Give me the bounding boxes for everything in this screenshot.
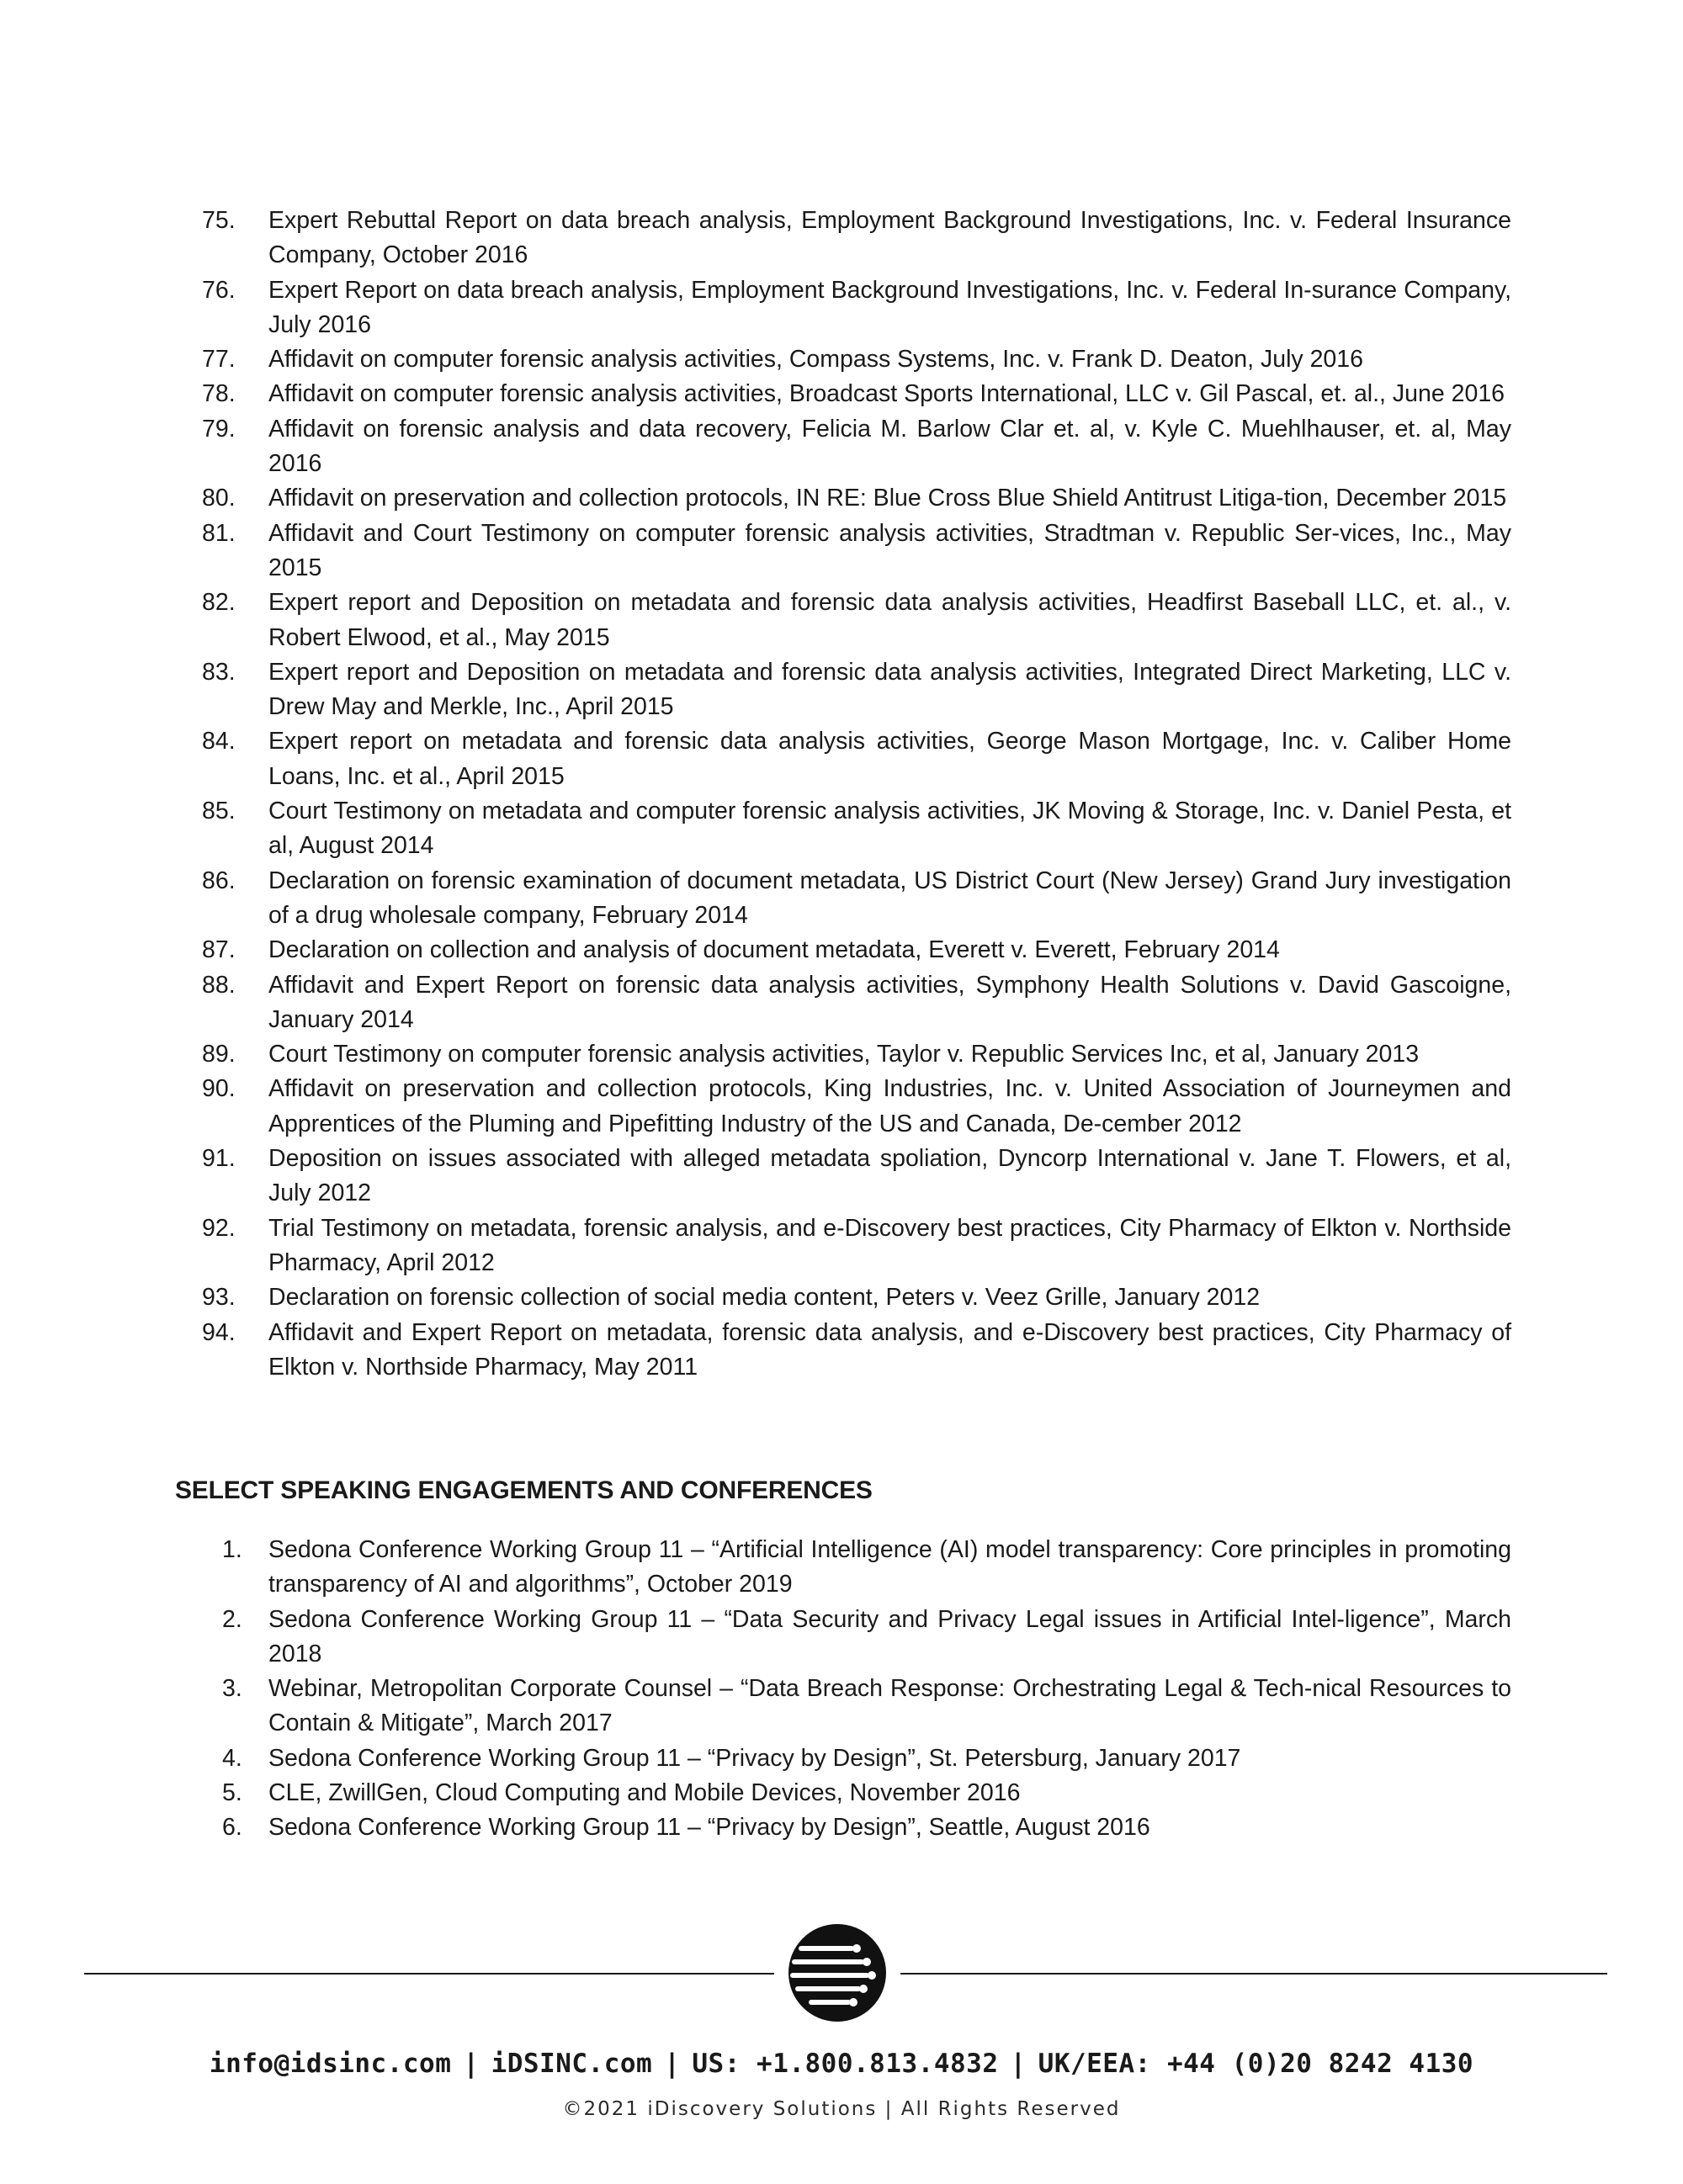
speaking-engagements-list [202,1533,1511,1846]
item-text: Affidavit on preservation and collection protocols, King Industries, Inc. v. United Association of Journeymen and Apprentices of the Pluming and Pipefitting Industry of the US and Canada, De-cember 2012 [268,1075,1511,1137]
item-number: 78. [202,380,236,408]
item-text: Declaration on forensic collection of social media content, Peters v. Veez Grille, January 2012 [268,1284,1261,1312]
item-number: 77. [202,346,236,374]
item-text: Deposition on issues associated with alleged metadata spoliation, Dyncorp International v. Jane T. Flowers, et al, July 2012 [268,1145,1511,1207]
item-text: Sedona Conference Working Group 11 – “Privacy by Design”, Seattle, August 2016 [268,1814,1150,1842]
item-text: Affidavit on preservation and collection protocols, IN RE: Blue Cross Blue Shield Antitrust Litiga-tion, December 2015 [268,485,1507,512]
item-text: Expert report on metadata and forensic data analysis activities, George Mason Mortgage, Inc. v. Caliber Home Loans, Inc. et al., April 2015 [268,728,1511,790]
list-item [202,1316,1511,1386]
item-text: Sedona Conference Working Group 11 – “Data Security and Privacy Legal issues in Artificial Intel-ligence”, March 2018 [268,1605,1511,1667]
footer-divider-left [84,1973,774,1975]
item-text: Declaration on collection and analysis of document metadata, Everett v. Everett, February 2014 [268,936,1280,964]
testimony-experience-list [202,204,1511,1385]
footer-email-link[interactable]: info@idsinc.com [209,2049,452,2079]
item-number: 75. [202,207,236,234]
item-number: 92. [202,1214,236,1242]
item-text: CLE, ZwillGen, Cloud Computing and Mobile Devices, November 2016 [268,1779,1021,1807]
item-text: Trial Testimony on metadata, forensic analysis, and e-Discovery best practices, City Pharmacy of Elkton v. Northside Pharmacy, April 2012 [268,1214,1511,1276]
list-item [202,794,1511,864]
list-item [202,1533,1511,1603]
item-number: 1. [222,1536,242,1563]
list-item [202,968,1511,1038]
item-text: Court Testimony on computer forensic analysis activities, Taylor v. Republic Services Inc, et al, January 2013 [268,1041,1420,1068]
item-number: 90. [202,1075,236,1103]
list-item [202,1776,1511,1810]
list-item [202,1142,1511,1211]
list-item [202,204,1511,273]
list-item [202,1280,1511,1315]
item-text: Affidavit on computer forensic analysis activities, Broadcast Sports International, LLC v. Gil Pascal, et. al., June 2016 [268,380,1505,408]
footer-website-link[interactable]: iDSINC.com [491,2049,653,2079]
item-number: 89. [202,1041,236,1068]
item-number: 83. [202,658,236,686]
item-number: 4. [222,1744,242,1772]
item-number: 85. [202,798,236,825]
list-item [202,1603,1511,1672]
item-number: 80. [202,485,236,512]
item-text: Affidavit and Expert Report on metadata, forensic data analysis, and e-Discovery best practices, City Pharmacy of Elkton v. Northside Pharmacy, May 2011 [268,1318,1511,1381]
list-item [202,273,1511,343]
item-number: 81. [202,519,236,547]
item-number: 86. [202,867,236,894]
item-text: Affidavit on forensic analysis and data recovery, Felicia M. Barlow Clar et. al, v. Kyle C. Muehlhauser, et. al, May 2016 [268,415,1511,478]
footer-separator: | [664,2049,681,2079]
item-number: 76. [202,276,236,304]
footer-separator: | [463,2049,480,2079]
footer-copyright: ©2021 iDiscovery Solutions | All Rights Reserved [562,2098,1121,2120]
list-item [202,655,1511,725]
item-text: Sedona Conference Working Group 11 – “Artificial Intelligence (AI) model transparency: Core principles in promoting transparency of AI and algorithms”, October 2019 [268,1536,1511,1598]
item-text: Affidavit and Court Testimony on computer forensic analysis activities, Stradtman v. Republic Ser-vices, Inc., May 2015 [268,519,1511,581]
list-item [202,1072,1511,1142]
list-item [202,481,1511,516]
item-number: 79. [202,415,236,443]
list-item [202,1810,1511,1845]
item-number: 94. [202,1318,236,1346]
footer-separator: | [1010,2049,1027,2079]
item-text: Expert report and Deposition on metadata and forensic data analysis activities, Headfirst Baseball LLC, et. al., v. Robert Elwood, et al., May 2015 [268,589,1511,651]
item-number: 3. [222,1675,242,1703]
list-item [202,412,1511,482]
list-item [202,377,1511,411]
item-number: 2. [222,1605,242,1633]
footer-divider-right [900,1973,1607,1975]
item-number: 91. [202,1145,236,1173]
item-number: 87. [202,936,236,964]
item-number: 84. [202,728,236,755]
item-text: Expert Rebuttal Report on data breach analysis, Employment Background Investigations, Inc. v. Federal Insurance Company, October 2016 [268,207,1511,269]
item-number: 82. [202,589,236,617]
item-text: Affidavit on computer forensic analysis activities, Compass Systems, Inc. v. Frank D. Deaton, July 2016 [268,346,1363,374]
list-item [202,342,1511,377]
footer-us-phone: US: +1.800.813.4832 [692,2049,999,2079]
item-text: Declaration on forensic examination of document metadata, US District Court (New Jersey) Grand Jury investigation of a drug wholesale company, February 2014 [268,867,1511,929]
list-item [202,1037,1511,1072]
footer-contact-line [0,2047,1683,2081]
ids-circuit-logo-icon [783,1918,892,2028]
footer-uk-phone: UK/EEA: +44 (0)20 8242 4130 [1038,2049,1474,2079]
list-item [202,1741,1511,1776]
list-item [202,1672,1511,1741]
list-item [202,933,1511,967]
item-number: 6. [222,1814,242,1842]
list-item [202,517,1511,586]
item-text: Court Testimony on metadata and computer forensic analysis activities, JK Moving & Storage, Inc. v. Daniel Pesta, et al, August 2014 [268,798,1511,860]
list-item [202,586,1511,655]
item-text: Affidavit and Expert Report on forensic data analysis activities, Symphony Health Solutions v. David Gascoigne, January 2014 [268,971,1511,1033]
section-heading-speaking: SELECT SPEAKING ENGAGEMENTS AND CONFERENCES [175,1476,873,1504]
item-text: Sedona Conference Working Group 11 – “Privacy by Design”, St. Petersburg, January 2017 [268,1744,1241,1772]
item-text: Expert report and Deposition on metadata and forensic data analysis activities, Integrated Direct Marketing, LLC v. Drew May and Merkle, Inc., April 2015 [268,658,1511,721]
item-number: 5. [222,1779,242,1807]
list-item [202,864,1511,934]
item-text: Webinar, Metropolitan Corporate Counsel – “Data Breach Response: Orchestrating Legal & Tech-nical Resources to Contain & Mitigate”, March 2017 [268,1675,1511,1737]
item-number: 93. [202,1284,236,1312]
list-item [202,724,1511,794]
item-text: Expert Report on data breach analysis, Employment Background Investigations, Inc. v. Federal In-surance Company, July 2016 [268,276,1511,338]
item-number: 88. [202,971,236,999]
list-item [202,1211,1511,1281]
